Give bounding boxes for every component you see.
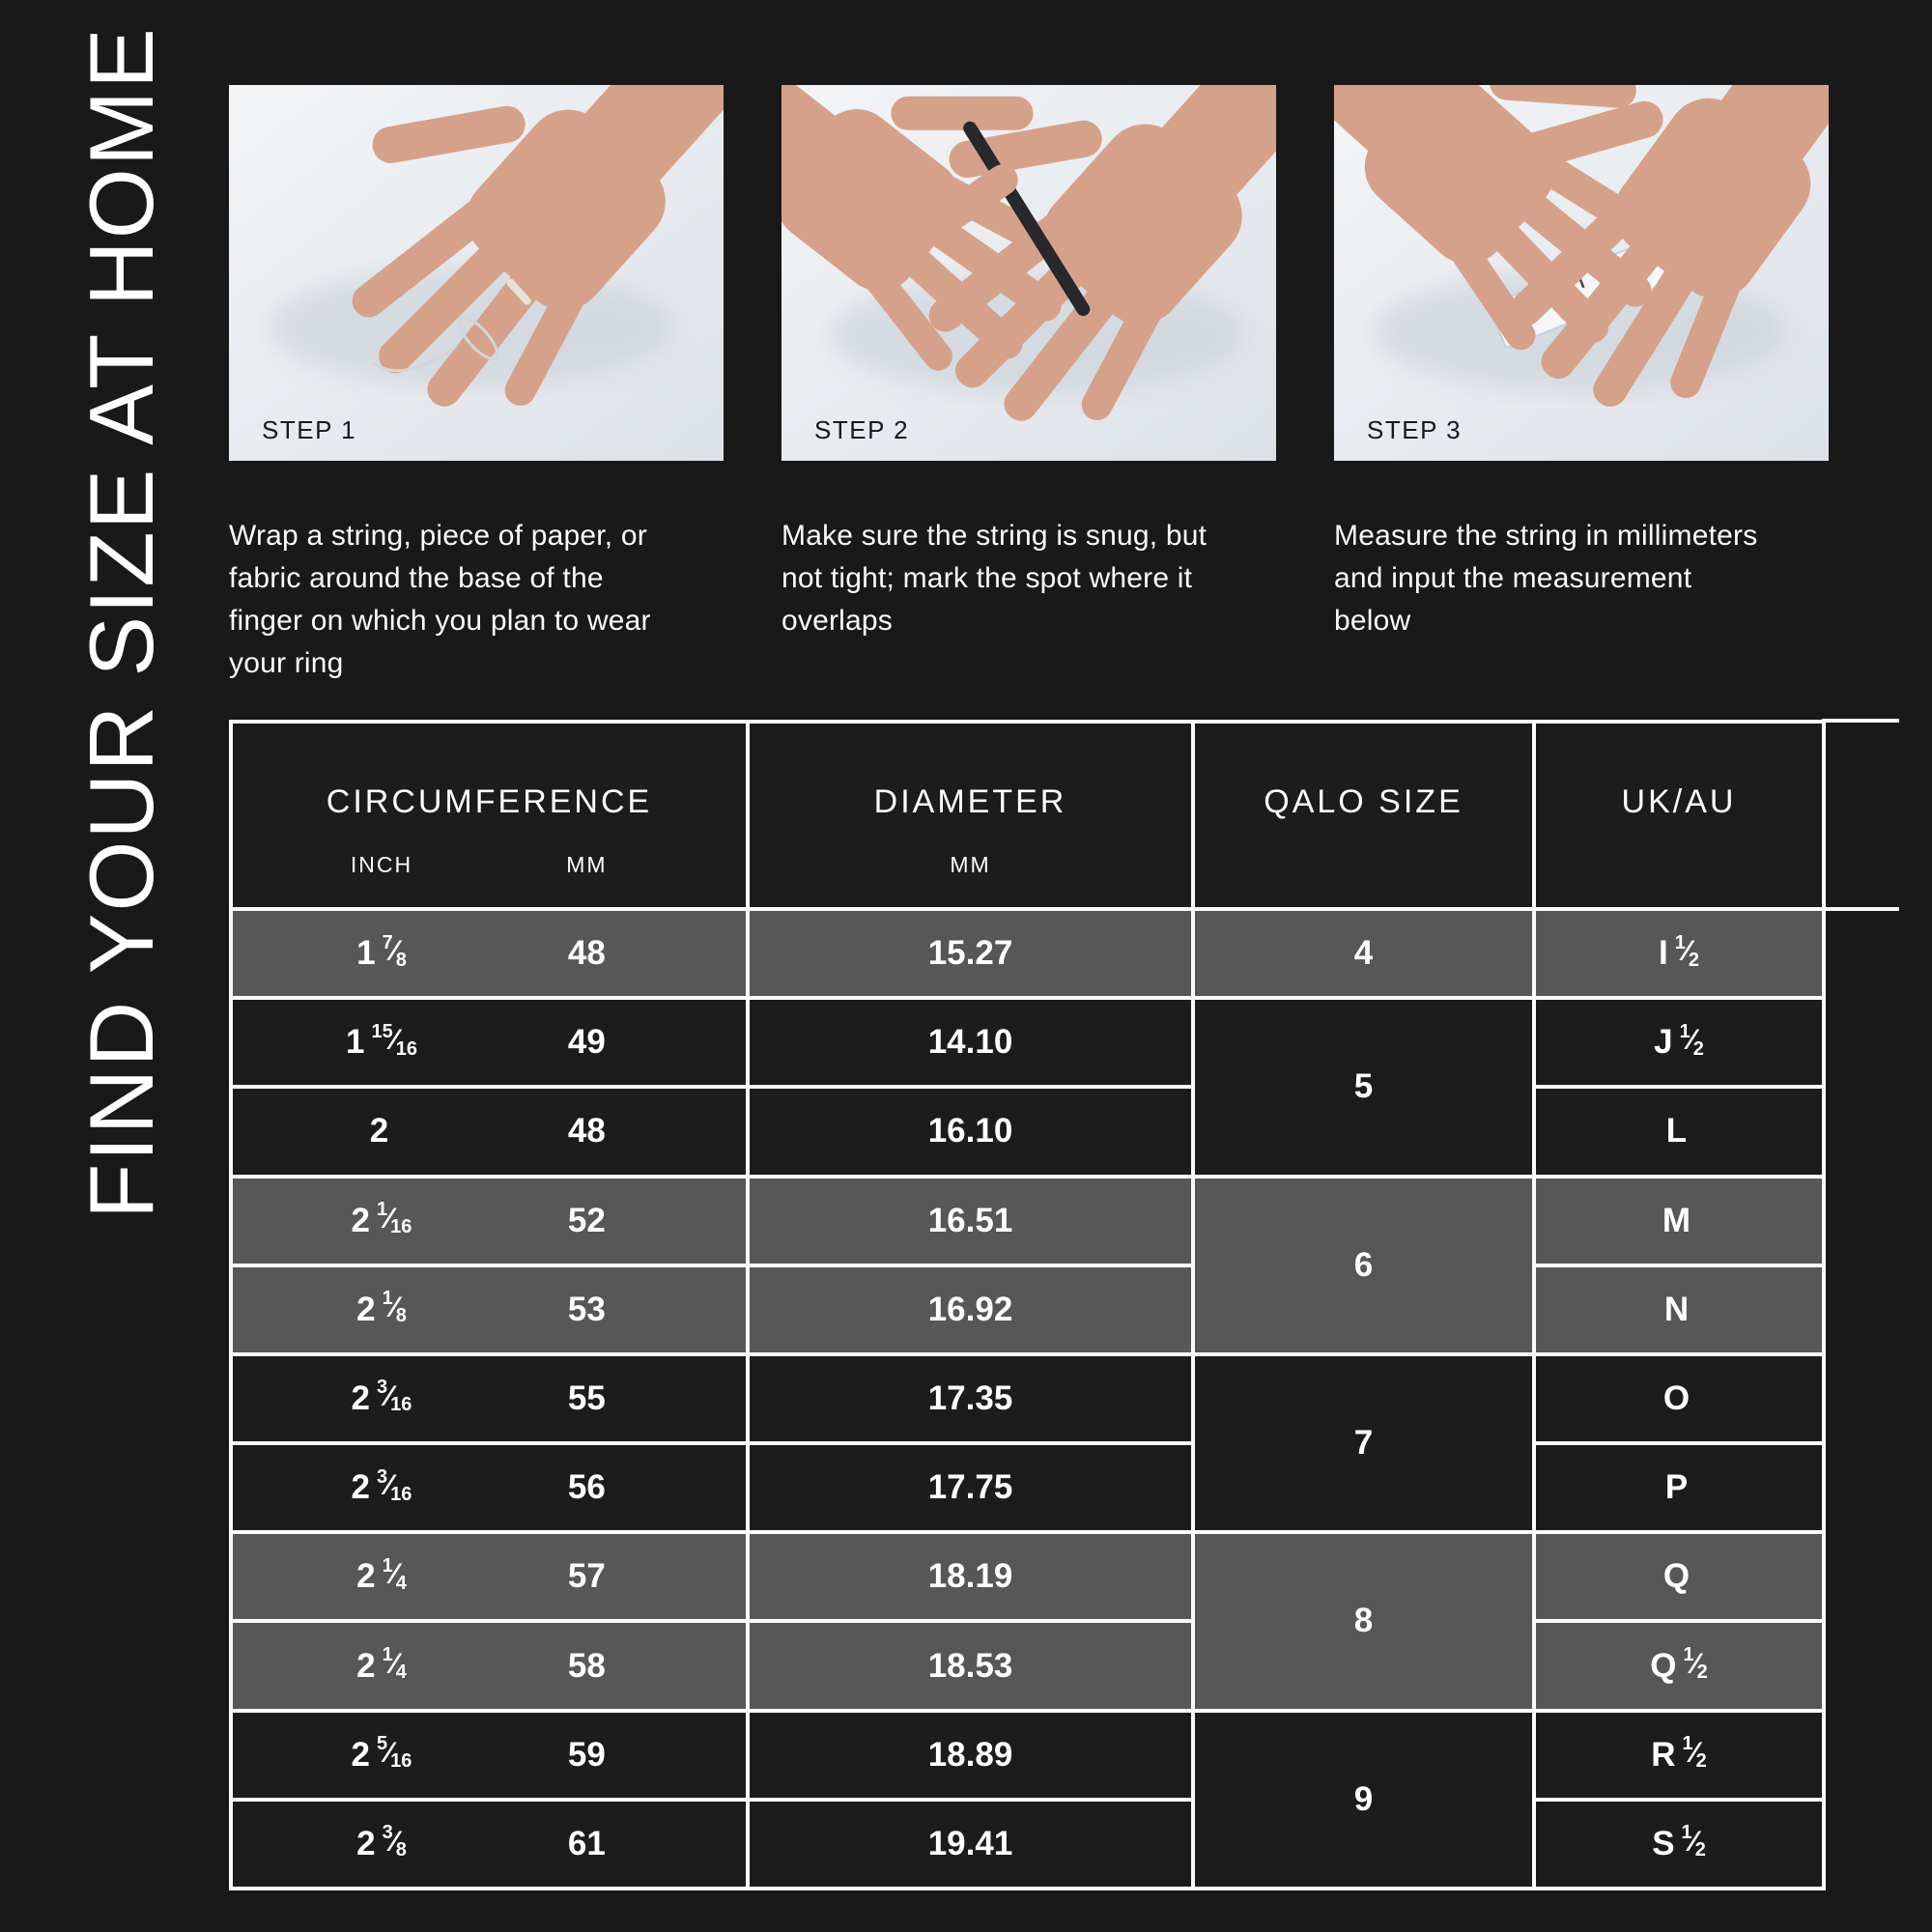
uk-au-cell	[1536, 1802, 1822, 1887]
qalo-size-value: 4	[1353, 934, 1374, 973]
diameter-mm-cell: 18.53	[750, 1623, 1191, 1708]
inch-fraction-denominator: 8	[395, 1839, 407, 1861]
circumference-cell	[233, 1000, 746, 1085]
qalo-size-value: 9	[1353, 1779, 1374, 1818]
inch-fraction-denominator: 16	[390, 1750, 412, 1773]
circumference-mm-value: 59	[567, 1735, 606, 1774]
qalo-size-cell	[1195, 911, 1532, 996]
uk-fraction-slash: ⁄	[1684, 935, 1690, 968]
inch-whole: 2	[351, 1378, 371, 1417]
header-bottom-extension-line	[1822, 907, 1899, 911]
header-inch-label: INCH	[350, 852, 413, 877]
inch-fraction-denominator: 16	[390, 1216, 412, 1238]
uk-fraction-numerator: 1	[1681, 1822, 1692, 1844]
qalo-size-cell	[1195, 1179, 1532, 1352]
uk-fraction-slash: ⁄	[1690, 1825, 1696, 1858]
diameter-mm-cell: 16.92	[750, 1267, 1191, 1352]
uk-au-cell	[1536, 1089, 1822, 1174]
uk-au-cell	[1536, 1534, 1822, 1619]
uk-au-cell	[1536, 1267, 1822, 1352]
circumference-mm-value: 49	[567, 1023, 606, 1062]
circumference-inch-value	[233, 1379, 530, 1418]
diameter-mm-cell: 17.75	[750, 1445, 1191, 1530]
caption-line: not tight; mark the spot where it	[781, 562, 1193, 594]
header-circumference	[233, 724, 746, 907]
inch-fraction-numerator: 1	[377, 1199, 388, 1221]
inch-fraction-denominator: 4	[395, 1662, 407, 1684]
inch-fraction-denominator: 16	[390, 1483, 412, 1505]
uk-size-letter: R	[1651, 1735, 1676, 1774]
circumference-inch-value	[233, 1112, 530, 1151]
circumference-mm-value: 58	[567, 1646, 606, 1685]
uk-fraction-numerator: 1	[1683, 1644, 1694, 1666]
circumference-cell	[233, 1267, 746, 1352]
step-label: STEP 2	[814, 415, 910, 444]
uk-fraction-denominator: 2	[1695, 1750, 1707, 1773]
circumference-cell	[233, 1445, 746, 1530]
uk-size-letter: S	[1652, 1824, 1675, 1862]
table-top-extension-line	[1822, 719, 1899, 723]
qalo-size-cell	[1195, 1713, 1532, 1887]
circumference-cell	[233, 1713, 746, 1798]
inch-fraction-denominator: 8	[395, 1305, 407, 1327]
circumference-inch-value	[233, 1020, 530, 1062]
step-1-hand-illustration	[229, 85, 724, 461]
inch-fraction-slash: ⁄	[386, 1379, 392, 1412]
inch-whole: 2	[351, 1735, 371, 1774]
uk-fraction-denominator: 2	[1692, 1037, 1704, 1060]
inch-fraction-numerator: 1	[382, 1288, 393, 1310]
diameter-mm-cell: 16.10	[750, 1089, 1191, 1174]
uk-fraction-slash: ⁄	[1689, 1024, 1694, 1057]
circumference-inch-value	[233, 1644, 530, 1686]
uk-au-cell	[1536, 1179, 1822, 1264]
step-label: STEP 3	[1367, 415, 1463, 444]
qalo-size-value: 8	[1353, 1602, 1374, 1640]
inch-fraction-denominator: 16	[395, 1037, 417, 1060]
uk-fraction-slash: ⁄	[1692, 1647, 1698, 1680]
circumference-cell	[233, 911, 746, 996]
inch-whole: 2	[356, 1824, 376, 1862]
uk-au-cell	[1536, 1000, 1822, 1085]
qalo-size-value: 5	[1353, 1067, 1374, 1106]
uk-size-letter: Q	[1662, 1557, 1690, 1596]
uk-fraction-numerator: 1	[1682, 1733, 1693, 1755]
step-caption-3	[1334, 515, 1757, 642]
inch-fraction-slash: ⁄	[386, 1736, 392, 1769]
header-diameter-label: DIAMETER	[873, 783, 1067, 820]
uk-fraction-numerator: 1	[1679, 1020, 1690, 1042]
circumference-cell	[233, 1356, 746, 1441]
qalo-size-cell	[1195, 1356, 1532, 1530]
inch-whole: 2	[356, 1290, 376, 1328]
caption-line: Wrap a string, piece of paper, or	[229, 520, 647, 552]
diameter-mm-cell: 18.89	[750, 1713, 1191, 1798]
uk-fraction-denominator: 2	[1696, 1662, 1708, 1684]
circumference-cell	[233, 1802, 746, 1887]
header-uk-au	[1536, 724, 1822, 907]
diameter-mm-cell: 15.27	[750, 911, 1191, 996]
uk-size-letter: Q	[1650, 1646, 1677, 1685]
uk-size-letter: N	[1663, 1290, 1690, 1328]
header-diameter	[750, 724, 1191, 907]
circumference-mm-value: 52	[567, 1201, 606, 1239]
caption-line: and input the measurement	[1334, 562, 1692, 594]
qalo-size-value: 6	[1353, 1245, 1374, 1284]
step-caption-2	[781, 515, 1207, 642]
page-title: FIND YOUR SIZE AT HOME	[71, 26, 172, 1219]
inch-fraction-numerator: 15	[371, 1020, 393, 1042]
uk-size-letter: O	[1662, 1378, 1690, 1417]
caption-line: finger on which you plan to wear	[229, 605, 651, 637]
uk-au-cell	[1536, 1356, 1822, 1441]
inch-whole: 2	[351, 1201, 371, 1239]
uk-size-letter: M	[1662, 1201, 1691, 1239]
inch-fraction-denominator: 4	[395, 1572, 407, 1594]
circumference-mm-value: 57	[567, 1557, 606, 1596]
qalo-size-cell	[1195, 1534, 1532, 1708]
inch-fraction-slash: ⁄	[386, 1469, 392, 1502]
diameter-mm-cell: 17.35	[750, 1356, 1191, 1441]
step-label: STEP 1	[262, 415, 357, 444]
circumference-cell	[233, 1623, 746, 1708]
size-table	[229, 720, 1826, 1890]
qalo-size-value: 7	[1353, 1424, 1374, 1463]
inch-fraction-slash: ⁄	[391, 1647, 397, 1680]
inch-fraction-slash: ⁄	[391, 935, 397, 968]
uk-fraction-slash: ⁄	[1691, 1736, 1697, 1769]
uk-fraction-numerator: 1	[1674, 931, 1686, 953]
inch-whole: 2	[356, 1646, 376, 1685]
uk-au-cell	[1536, 1623, 1822, 1708]
inch-fraction-numerator: 3	[377, 1377, 388, 1399]
circumference-mm-value: 48	[567, 934, 606, 973]
inch-fraction-numerator: 3	[377, 1465, 388, 1488]
circumference-cell	[233, 1179, 746, 1264]
caption-line: Make sure the string is snug, but	[781, 520, 1208, 552]
step-photo-3	[1334, 85, 1829, 461]
header-qalo-size	[1195, 724, 1532, 907]
circumference-inch-value	[233, 1554, 530, 1596]
uk-size-letter: L	[1665, 1112, 1688, 1151]
circumference-inch-value	[233, 1465, 530, 1507]
uk-au-cell	[1536, 1713, 1822, 1798]
circumference-inch-value	[233, 1199, 530, 1240]
header-uk-au-label: UK/AU	[1621, 783, 1737, 820]
uk-au-cell	[1536, 1445, 1822, 1530]
inch-fraction-slash: ⁄	[391, 1291, 397, 1323]
diameter-mm-cell: 14.10	[750, 1000, 1191, 1085]
uk-size-letter: P	[1664, 1468, 1689, 1507]
inch-whole: 1	[356, 934, 376, 973]
circumference-inch-value	[233, 1822, 530, 1863]
inch-fraction-denominator: 16	[390, 1394, 412, 1416]
circumference-mm-value: 48	[567, 1112, 606, 1151]
uk-size-letter: J	[1654, 1023, 1673, 1062]
diameter-mm-cell: 16.51	[750, 1179, 1191, 1264]
qalo-size-cell	[1195, 1000, 1532, 1174]
step-caption-1	[229, 515, 651, 685]
inch-whole: 2	[351, 1468, 371, 1507]
inch-fraction-slash: ⁄	[386, 1202, 392, 1235]
caption-line: your ring	[229, 647, 344, 679]
uk-size-letter: I	[1659, 934, 1668, 973]
header-diameter-mm-label: MM	[950, 852, 991, 877]
inch-fraction-denominator: 8	[395, 949, 407, 971]
inch-fraction-numerator: 3	[382, 1822, 393, 1844]
uk-fraction-denominator: 2	[1688, 949, 1699, 971]
circumference-cell	[233, 1089, 746, 1174]
circumference-mm-value: 56	[567, 1468, 606, 1507]
circumference-inch-value	[233, 1288, 530, 1329]
header-mm-label: MM	[566, 852, 608, 877]
inch-fraction-numerator: 1	[382, 1644, 393, 1666]
circumference-inch-value	[233, 1733, 530, 1775]
inch-fraction-slash: ⁄	[391, 1825, 397, 1858]
step-photo-2	[781, 85, 1276, 461]
uk-au-cell	[1536, 911, 1822, 996]
caption-line: overlaps	[781, 605, 893, 637]
inch-fraction-slash: ⁄	[391, 1558, 397, 1591]
uk-fraction-denominator: 2	[1694, 1839, 1706, 1861]
diameter-mm-cell: 18.19	[750, 1534, 1191, 1619]
circumference-cell	[233, 1534, 746, 1619]
inch-fraction-numerator: 7	[382, 931, 393, 953]
step-3-hand-illustration	[1334, 85, 1829, 461]
caption-line: Measure the string in millimeters	[1334, 520, 1758, 552]
inch-whole: 2	[356, 1557, 376, 1596]
caption-line: below	[1334, 605, 1411, 637]
caption-line: fabric around the base of the	[229, 562, 604, 594]
step-2-hand-illustration	[781, 85, 1276, 461]
inch-whole: 2	[369, 1112, 389, 1151]
inch-whole: 1	[345, 1023, 365, 1062]
circumference-mm-value: 61	[567, 1824, 606, 1862]
inch-fraction-numerator: 5	[377, 1733, 388, 1755]
circumference-mm-value: 53	[567, 1290, 606, 1328]
header-circumference-label: CIRCUMFERENCE	[326, 783, 653, 820]
circumference-inch-value	[233, 931, 530, 973]
header-qalo-size-label: QALO SIZE	[1264, 783, 1463, 820]
step-photo-1	[229, 85, 724, 461]
inch-fraction-numerator: 1	[382, 1554, 393, 1577]
inch-fraction-slash: ⁄	[391, 1024, 397, 1057]
diameter-mm-cell: 19.41	[750, 1802, 1191, 1887]
circumference-mm-value: 55	[567, 1378, 606, 1417]
